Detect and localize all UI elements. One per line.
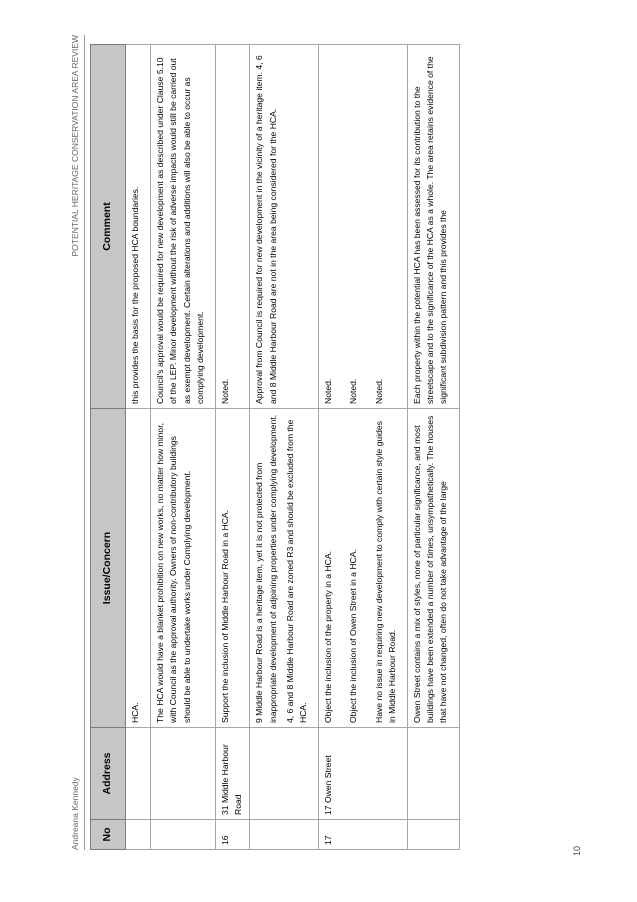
table-row [216, 45, 250, 850]
cell-no: 16 [216, 820, 250, 850]
column-header-address: Address [91, 728, 126, 820]
cell-no [151, 820, 216, 850]
cell-address [250, 728, 319, 820]
issue-text: 9 Middle Harbour Road is a heritage item, yet it is not protected from inappropriate development of adjoining properties under complying development. [254, 414, 278, 723]
cell-issue [250, 409, 319, 728]
cell-comment [250, 45, 319, 409]
issue-text: The HCA would have a blanket prohibition on new works, no matter how minor, with Council as the approval authority. Owners of non-contributory buildings should be able to undertake works under Complying development. [155, 423, 192, 723]
cell-issue [151, 409, 216, 728]
review-table-container [90, 45, 460, 850]
cell-no: 17 [319, 820, 408, 850]
cell-address [151, 728, 216, 820]
cell-comment [408, 45, 460, 409]
cell-no [250, 820, 319, 850]
cell-no [408, 820, 460, 850]
cell-issue [319, 409, 408, 728]
cell-address: 17 Owen Street [319, 728, 408, 820]
issue-text: Owen Street contains a mix of styles, none of particular significance, and most buildings have been extended a number of times, unsympathetically. The houses that have not changed, often do not take advantage of the large [412, 415, 449, 723]
page-header [66, 35, 85, 850]
comment-text: Noted. [348, 378, 359, 404]
comment-text: Each property within the potential HCA has been assessed for its contribution to the streetscape and to the significance of the HCA as a whole. The area retains evidence of the significant subdivision pattern and this provides the [412, 56, 449, 404]
issue-text: 4, 6 and 8 Middle Harbour Road are zoned R3 and should be excluded from the HCA. [284, 419, 309, 723]
table-header-row [91, 45, 126, 850]
issue-text: Object the inclusion of the property in a HCA. [323, 551, 334, 723]
table-row [250, 45, 319, 850]
cell-issue [408, 409, 460, 728]
comment-text: Noted. [323, 378, 334, 404]
cell-address [408, 728, 460, 820]
column-header-issue: Issue/Concern [91, 409, 126, 728]
cell-issue [216, 409, 250, 728]
header-author: Andreana Kennedy [70, 777, 80, 850]
cell-comment [126, 45, 151, 409]
cell-comment [151, 45, 216, 409]
comment-text: Noted. [220, 378, 231, 404]
issue-text: Object the inclusion of Owen Street in a HCA. [348, 549, 359, 723]
cell-issue [126, 409, 151, 728]
column-header-no: No [91, 820, 126, 850]
cell-comment [319, 45, 408, 409]
issue-text: HCA. [130, 702, 140, 723]
table-row [126, 45, 151, 850]
table-row [151, 45, 216, 850]
cell-comment [216, 45, 250, 409]
issue-text: Support the inclusion of Middle Harbour Road in a HCA. [220, 509, 231, 723]
table-row [319, 45, 408, 850]
comment-text: Council's approval would be required for new development as described under Clause 5.10 of the LEP. Minor development without the risk of adverse impacts would still be carried out as exempt development. Certain alterations and additions will also be able to occur as complying development. [155, 57, 205, 404]
table-row [408, 45, 460, 850]
column-header-comment: Comment [91, 45, 126, 409]
comment-text: Noted. [373, 378, 384, 404]
comment-text: Approval from Council is required for new development in the vicinity of a heritage item. 4, 6 and 8 Middle Harbour Road are not in the area being considered for the HCA. [254, 55, 278, 404]
issue-text: Have no issue in requiring new development to comply with certain style guides in Middle Harbour Road. [373, 421, 397, 723]
cell-no [126, 820, 151, 850]
page-number: 10 [572, 845, 582, 856]
cell-address [126, 728, 151, 820]
review-table [90, 44, 460, 850]
cell-address: 31 Middle Harbour Road [216, 728, 250, 820]
comment-text: this provides the basis for the proposed HCA boundaries. [130, 186, 140, 404]
header-title: POTENTIAL HERITAGE CONSERVATION AREA REVIEW [70, 35, 80, 257]
